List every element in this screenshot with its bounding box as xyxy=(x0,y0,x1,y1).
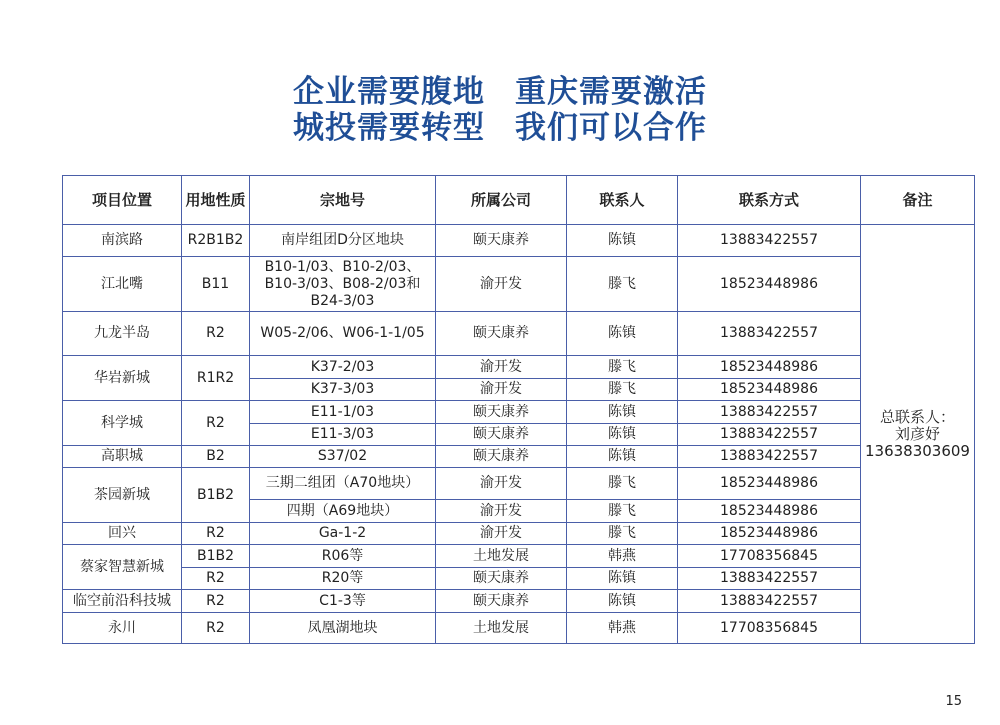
cell-phone: 18523448986 xyxy=(678,523,861,545)
cell-parcel: C1-3等 xyxy=(250,590,436,613)
cell-company: 渝开发 xyxy=(436,523,567,545)
cell-company: 渝开发 xyxy=(436,500,567,523)
table-row xyxy=(63,545,975,568)
cell-phone: 17708356845 xyxy=(678,613,861,644)
cell-land-use: B1B2 xyxy=(182,468,250,523)
cell-land-use: R2 xyxy=(182,312,250,356)
cell-parcel: R06等 xyxy=(250,545,436,568)
cell-contact: 韩燕 xyxy=(567,613,678,644)
header-note: 备注 xyxy=(861,176,975,225)
cell-parcel: K37-3/03 xyxy=(250,379,436,401)
cell-phone: 13883422557 xyxy=(678,446,861,468)
cell-company: 颐天康养 xyxy=(436,568,567,590)
cell-company: 土地发展 xyxy=(436,613,567,644)
table-row xyxy=(63,568,975,590)
cell-contact: 滕飞 xyxy=(567,500,678,523)
cell-land-use: R2 xyxy=(182,401,250,446)
cell-parcel: E11-1/03 xyxy=(250,401,436,424)
cell-land-use: B2 xyxy=(182,446,250,468)
cell-contact: 陈镇 xyxy=(567,568,678,590)
cell-land-use: R2 xyxy=(182,613,250,644)
cell-phone: 17708356845 xyxy=(678,545,861,568)
cell-location: 江北嘴 xyxy=(63,257,182,312)
cell-contact: 陈镇 xyxy=(567,590,678,613)
cell-phone: 18523448986 xyxy=(678,379,861,401)
table-header-row xyxy=(63,176,975,225)
cell-land-use: R2 xyxy=(182,523,250,545)
cell-company: 颐天康养 xyxy=(436,424,567,446)
cell-company: 渝开发 xyxy=(436,356,567,379)
cell-phone: 13883422557 xyxy=(678,590,861,613)
cell-location: 高职城 xyxy=(63,446,182,468)
land-parcel-table xyxy=(62,175,975,644)
cell-phone: 13883422557 xyxy=(678,424,861,446)
table-row xyxy=(63,257,975,312)
cell-location: 回兴 xyxy=(63,523,182,545)
cell-location: 南滨路 xyxy=(63,225,182,257)
cell-contact: 滕飞 xyxy=(567,468,678,500)
cell-location: 茶园新城 xyxy=(63,468,182,523)
cell-land-use: R2 xyxy=(182,568,250,590)
cell-parcel: R20等 xyxy=(250,568,436,590)
cell-company: 渝开发 xyxy=(436,379,567,401)
cell-phone: 13883422557 xyxy=(678,225,861,257)
cell-company: 颐天康养 xyxy=(436,590,567,613)
cell-parcel: S37/02 xyxy=(250,446,436,468)
table-row xyxy=(63,446,975,468)
cell-parcel: 南岸组团D分区地块 xyxy=(250,225,436,257)
headline-text: 我们可以合作 xyxy=(515,110,707,146)
headline-line-2 xyxy=(0,102,1000,147)
cell-land-use: R2 xyxy=(182,590,250,613)
cell-contact: 陈镇 xyxy=(567,446,678,468)
cell-location: 九龙半岛 xyxy=(63,312,182,356)
cell-location: 临空前沿科技城 xyxy=(63,590,182,613)
cell-phone: 13883422557 xyxy=(678,312,861,356)
note-name: 刘彦妤 xyxy=(894,424,940,443)
cell-phone: 18523448986 xyxy=(678,356,861,379)
cell-parcel: 三期二组团（A70地块） xyxy=(250,468,436,500)
cell-parcel: E11-3/03 xyxy=(250,424,436,446)
table-row xyxy=(63,356,975,379)
cell-parcel: Ga-1-2 xyxy=(250,523,436,545)
cell-land-use: B11 xyxy=(182,257,250,312)
cell-land-use: R1R2 xyxy=(182,356,250,401)
cell-contact: 滕飞 xyxy=(567,523,678,545)
header-phone: 联系方式 xyxy=(678,176,861,225)
cell-phone: 13883422557 xyxy=(678,568,861,590)
note-cell xyxy=(861,225,975,644)
cell-location: 华岩新城 xyxy=(63,356,182,401)
cell-contact: 滕飞 xyxy=(567,356,678,379)
cell-company: 渝开发 xyxy=(436,468,567,500)
cell-parcel: W05-2/06、W06-1-1/05 xyxy=(250,312,436,356)
cell-phone: 18523448986 xyxy=(678,500,861,523)
cell-company: 渝开发 xyxy=(436,257,567,312)
cell-phone: 18523448986 xyxy=(678,257,861,312)
cell-contact: 陈镇 xyxy=(567,312,678,356)
table-row xyxy=(63,312,975,356)
cell-location: 永川 xyxy=(63,613,182,644)
cell-parcel: 四期（A69地块） xyxy=(250,500,436,523)
header-land-use: 用地性质 xyxy=(182,176,250,225)
cell-phone: 18523448986 xyxy=(678,468,861,500)
cell-contact: 陈镇 xyxy=(567,424,678,446)
note-phone: 13638303609 xyxy=(865,441,970,460)
cell-land-use: R2B1B2 xyxy=(182,225,250,257)
note-label: 总联系人： xyxy=(879,407,955,426)
headline-text: 重庆需要激活 xyxy=(515,74,707,110)
cell-contact: 韩燕 xyxy=(567,545,678,568)
headline-text: 企业需要腹地 xyxy=(293,74,485,110)
page-number: 15 xyxy=(945,694,962,709)
cell-contact: 滕飞 xyxy=(567,257,678,312)
table-row xyxy=(63,468,975,500)
header-contact: 联系人 xyxy=(567,176,678,225)
table-row xyxy=(63,225,975,257)
cell-location: 蔡家智慧新城 xyxy=(63,545,182,590)
cell-contact: 陈镇 xyxy=(567,401,678,424)
cell-contact: 陈镇 xyxy=(567,225,678,257)
cell-parcel: 凤凰湖地块 xyxy=(250,613,436,644)
cell-company: 颐天康养 xyxy=(436,225,567,257)
cell-company: 颐天康养 xyxy=(436,312,567,356)
header-parcel: 宗地号 xyxy=(250,176,436,225)
cell-parcel: K37-2/03 xyxy=(250,356,436,379)
table-row xyxy=(63,401,975,424)
cell-company: 颐天康养 xyxy=(436,401,567,424)
cell-parcel: B10-1/03、B10-2/03、B10-3/03、B08-2/03和B24-3/03 xyxy=(250,257,436,312)
cell-contact: 滕飞 xyxy=(567,379,678,401)
cell-land-use: B1B2 xyxy=(182,545,250,568)
headline-text: 城投需要转型 xyxy=(293,110,485,146)
cell-company: 土地发展 xyxy=(436,545,567,568)
table-row xyxy=(63,590,975,613)
cell-phone: 13883422557 xyxy=(678,401,861,424)
table-row xyxy=(63,613,975,644)
header-location: 项目位置 xyxy=(63,176,182,225)
table-row xyxy=(63,523,975,545)
cell-location: 科学城 xyxy=(63,401,182,446)
cell-company: 颐天康养 xyxy=(436,446,567,468)
header-company: 所属公司 xyxy=(436,176,567,225)
